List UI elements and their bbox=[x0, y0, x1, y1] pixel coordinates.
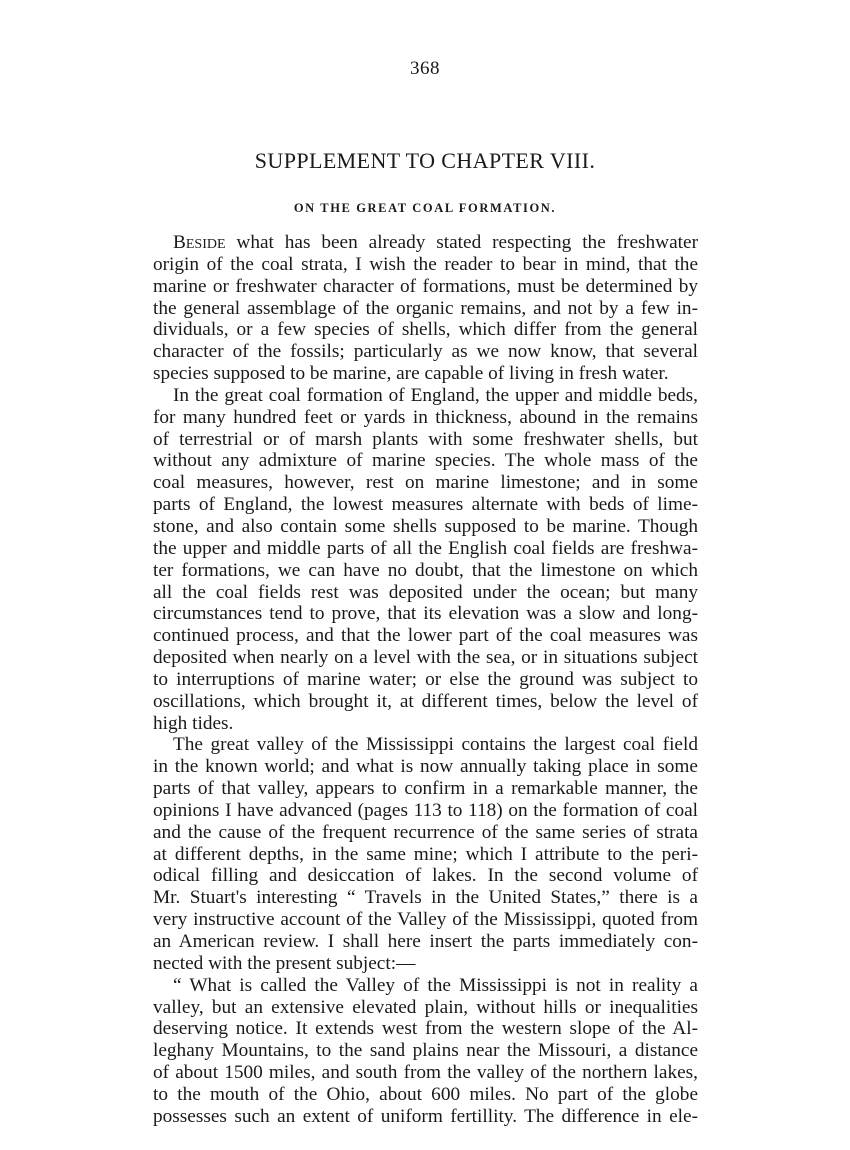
text-line bbox=[153, 953, 698, 975]
text-line bbox=[153, 385, 698, 407]
line-text: in the known world; and what is now annually taking place in some bbox=[153, 756, 698, 778]
line-text: stone, and also contain some shells supposed to be marine. Though bbox=[153, 515, 698, 537]
line-text: of about 1500 miles, and south from the valley of the northern lakes, bbox=[153, 1062, 698, 1084]
text-line bbox=[153, 647, 698, 669]
line-text: “ What is called the Valley of the Mississippi is not in reality a bbox=[173, 974, 698, 996]
text-line bbox=[153, 625, 698, 647]
line-text: ter formations, we can have no doubt, that the limestone on which bbox=[153, 559, 698, 581]
text-line bbox=[153, 691, 698, 713]
line-text: deserving notice. It extends west from the western slope of the Al- bbox=[153, 1018, 698, 1040]
text-line bbox=[153, 909, 698, 931]
line-text: coal measures, however, rest on marine limestone; and in some bbox=[153, 472, 698, 494]
line-text: parts of England, the lowest measures alternate with beds of lime- bbox=[153, 494, 698, 516]
text-line bbox=[153, 822, 698, 844]
line-text: high tides. bbox=[153, 712, 234, 734]
line-text: dividuals, or a few species of shells, which differ from the general bbox=[153, 319, 698, 341]
text-line bbox=[153, 516, 698, 538]
line-text: parts of that valley, appears to confirm in a remarkable manner, the bbox=[153, 778, 698, 800]
line-text: marine or freshwater character of formations, must be determined by bbox=[153, 275, 698, 297]
line-text: without any admixture of marine species. The whole mass of the bbox=[153, 450, 698, 472]
line-text: circumstances tend to prove, that its elevation was a slow and long- bbox=[153, 603, 698, 625]
line-text: the general assemblage of the organic remains, and not by a few in- bbox=[153, 297, 698, 319]
text-line bbox=[153, 407, 698, 429]
text-line bbox=[153, 298, 698, 320]
text-line bbox=[153, 887, 698, 909]
line-text: character of the fossils; particularly as we now know, that several bbox=[153, 341, 698, 363]
text-line bbox=[153, 1040, 698, 1062]
text-line bbox=[153, 1062, 698, 1084]
chapter-title: SUPPLEMENT TO CHAPTER VIII. bbox=[254, 148, 596, 173]
text-line bbox=[153, 734, 698, 756]
line-text: all the coal fields rest was deposited under the ocean; but many bbox=[153, 581, 698, 603]
text-line bbox=[153, 254, 698, 276]
text-line bbox=[153, 363, 698, 385]
text-line bbox=[153, 276, 698, 298]
line-text: species supposed to be marine, are capable of living in fresh water. bbox=[153, 363, 669, 385]
line-text: opinions I have advanced (pages 113 to 118) on the formation of coal bbox=[153, 799, 698, 821]
line-text: to interruptions of marine water; or else the ground was subject to bbox=[153, 668, 698, 690]
text-line bbox=[153, 582, 698, 604]
line-text: and the cause of the frequent recurrence of the same series of strata bbox=[153, 821, 698, 843]
text-line bbox=[153, 756, 698, 778]
text-line bbox=[153, 865, 698, 887]
line-text: an American review. I shall here insert the parts immediately con- bbox=[153, 931, 698, 952]
text-line bbox=[153, 538, 698, 560]
text-line bbox=[153, 494, 698, 516]
line-text: The great valley of the Mississippi contains the largest coal field bbox=[173, 734, 698, 756]
text-line bbox=[153, 232, 698, 254]
line-text: to the mouth of the Ohio, about 600 miles. No part of the globe bbox=[153, 1083, 698, 1105]
line-text: valley, but an extensive elevated plain, without hills or inequalities bbox=[153, 996, 698, 1018]
line-text: the upper and middle parts of all the English coal fields are freshwa- bbox=[153, 537, 698, 559]
text-line bbox=[153, 472, 698, 494]
text-line bbox=[153, 319, 698, 341]
line-text: what has been already stated respecting the freshwater bbox=[236, 232, 698, 253]
text-line bbox=[153, 1084, 698, 1106]
line-text: leghany Mountains, to the sand plains near the Missouri, a distance bbox=[153, 1040, 698, 1062]
text-line bbox=[153, 778, 698, 800]
text-line bbox=[153, 669, 698, 691]
line-text: Mr. Stuart's interesting “ Travels in the United States,” there is a bbox=[153, 887, 698, 909]
text-line bbox=[153, 341, 698, 363]
text-line bbox=[153, 450, 698, 472]
text-line bbox=[153, 560, 698, 582]
lead-word: Beside bbox=[173, 232, 226, 253]
text-line bbox=[153, 931, 698, 953]
text-line bbox=[153, 1018, 698, 1040]
line-text: nected with the present subject:— bbox=[153, 952, 416, 974]
text-line bbox=[153, 713, 698, 735]
text-line bbox=[153, 429, 698, 451]
line-text: continued process, and that the lower part of the coal measures was bbox=[153, 625, 698, 647]
line-text: of terrestrial or of marsh plants with some freshwater shells, but bbox=[153, 428, 698, 450]
line-text: In the great coal formation of England, the upper and middle beds, bbox=[173, 384, 698, 406]
text-line bbox=[153, 800, 698, 822]
line-text: for many hundred feet or yards in thickness, abound in the remains bbox=[153, 406, 698, 428]
line-text: deposited when nearly on a level with the sea, or in situations subject bbox=[153, 647, 698, 669]
line-text: oscillations, which brought it, at different times, below the level of bbox=[153, 690, 698, 712]
text-line bbox=[153, 603, 698, 625]
line-text: odical filling and desiccation of lakes. In the second volume of bbox=[153, 865, 698, 887]
chapter-subtitle: ON THE GREAT COAL FORMATION. bbox=[293, 201, 557, 215]
line-text: possesses such an extent of uniform fertillity. The difference in ele- bbox=[153, 1105, 698, 1127]
text-line bbox=[153, 1106, 698, 1128]
body-text bbox=[153, 232, 698, 1128]
text-line bbox=[153, 997, 698, 1019]
page-number: 368 bbox=[410, 58, 440, 79]
line-text: very instructive account of the Valley of the Mississippi, quoted from bbox=[153, 909, 698, 931]
text-line bbox=[153, 975, 698, 997]
text-line bbox=[153, 844, 698, 866]
line-text: at different depths, in the same mine; which I attribute to the peri- bbox=[153, 843, 698, 865]
line-text: origin of the coal strata, I wish the reader to bear in mind, that the bbox=[153, 253, 698, 275]
